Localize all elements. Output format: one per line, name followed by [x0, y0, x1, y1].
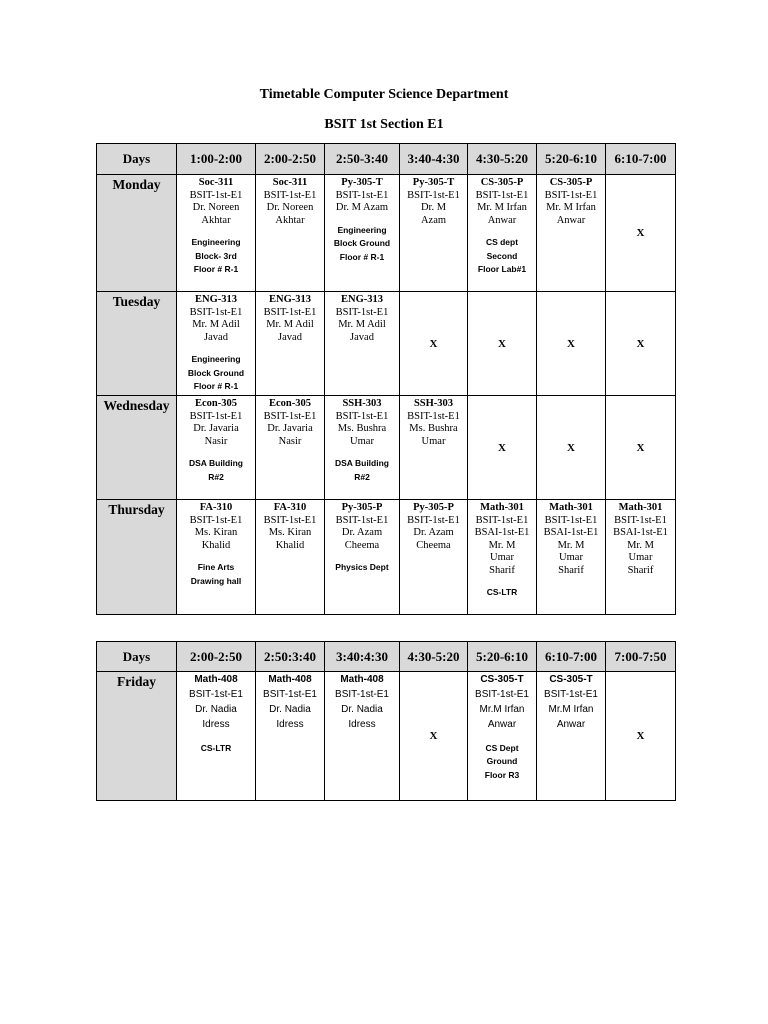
section-and-instructor: BSIT-1st-E1 BSAI-1st-E1 Mr. M Umar Sharif — [613, 514, 668, 576]
course-code: ENG-313 — [341, 294, 383, 305]
section-and-instructor: BSIT-1st-E1 Dr. Nadia Idress — [263, 688, 317, 730]
room-location: Physics Dept — [335, 562, 389, 572]
course-code: Soc-311 — [198, 177, 234, 188]
section-and-instructor: BSIT-1st-E1 Mr. M Irfan Anwar — [475, 189, 529, 226]
class-cell — [256, 292, 325, 396]
day-label: Thursday — [97, 500, 177, 615]
class-cell — [537, 500, 606, 615]
course-code: Py-305-P — [341, 502, 383, 513]
class-cell — [400, 396, 468, 500]
section-and-instructor: BSIT-1st-E1 Ms. Kiran Khalid — [189, 514, 243, 551]
course-code: CS-305-T — [549, 674, 593, 685]
course-code: Econ-305 — [195, 398, 237, 409]
course-code: CS-305-T — [480, 674, 524, 685]
time-slot-header: 4:30-5:20 — [468, 144, 537, 175]
days-header: Days — [97, 144, 177, 175]
room-location: DSA Building R#2 — [335, 458, 389, 482]
course-code: SSH-303 — [413, 398, 454, 409]
class-cell — [400, 500, 468, 615]
time-slot-header: 2:50-3:40 — [325, 144, 400, 175]
class-cell — [325, 672, 400, 801]
room-location: Fine Arts Drawing hall — [190, 562, 242, 586]
section-and-instructor: BSIT-1st-E1 Dr. M Azam — [407, 189, 460, 226]
section-and-instructor: BSIT-1st-E1 Dr. Javaria Nasir — [263, 410, 317, 447]
days-header: Days — [97, 642, 177, 672]
section-and-instructor: BSIT-1st-E1 BSAI-1st-E1 Mr. M Umar Sharif — [474, 514, 530, 576]
day-row-tuesday — [97, 292, 676, 396]
time-slot-header: 6:10-7:00 — [606, 144, 676, 175]
class-cell — [256, 175, 325, 292]
section-and-instructor: BSIT-1st-E1 Dr. Nadia Idress — [189, 688, 243, 730]
section-and-instructor: BSIT-1st-E1 Mr. M Irfan Anwar — [544, 189, 598, 226]
class-cell — [325, 292, 400, 396]
class-cell — [177, 292, 256, 396]
course-code: Math-301 — [549, 502, 593, 513]
empty-slot-mark: X — [400, 292, 468, 396]
class-cell — [468, 672, 537, 801]
class-cell — [468, 500, 537, 615]
course-code: Math-408 — [340, 674, 384, 685]
course-code: Soc-311 — [272, 177, 308, 188]
class-cell — [256, 672, 325, 801]
class-cell — [400, 175, 468, 292]
page-title: Timetable Computer Science Department — [259, 87, 509, 102]
class-cell — [325, 500, 400, 615]
section-and-instructor: BSIT-1st-E1 Dr. Nadia Idress — [335, 688, 389, 730]
empty-slot-mark: X — [606, 396, 676, 500]
day-row-friday — [97, 672, 676, 801]
room-location: Engineering Block- 3rd Floor # R-1 — [191, 237, 241, 274]
time-slot-header: 2:00-2:50 — [177, 642, 256, 672]
course-code: FA-310 — [199, 502, 233, 513]
time-slot-header: 4:30-5:20 — [400, 642, 468, 672]
empty-slot-mark: X — [537, 292, 606, 396]
room-location: CS-LTR — [200, 742, 232, 753]
class-cell — [468, 175, 537, 292]
empty-slot-mark: X — [606, 292, 676, 396]
time-slot-header: 3:40-4:30 — [400, 144, 468, 175]
course-code: FA-310 — [273, 502, 307, 513]
day-row-thursday — [97, 500, 676, 615]
header-row — [97, 642, 676, 672]
header-row — [97, 144, 676, 175]
class-cell — [537, 175, 606, 292]
section-and-instructor: BSIT-1st-E1 Mr. M Adil Javad — [335, 306, 389, 343]
section-and-instructor: BSIT-1st-E1 Dr. M Azam — [335, 189, 389, 213]
timetable-weekdays — [96, 143, 676, 615]
room-location: CS-LTR — [486, 587, 518, 597]
time-slot-header: 6:10-7:00 — [537, 642, 606, 672]
day-row-monday — [97, 175, 676, 292]
time-slot-header: 3:40:4:30 — [325, 642, 400, 672]
time-slot-header: 7:00-7:50 — [606, 642, 676, 672]
course-code: Py-305-T — [412, 177, 455, 188]
class-cell — [177, 672, 256, 801]
empty-slot-mark: X — [468, 396, 537, 500]
empty-slot-mark: X — [606, 672, 676, 801]
section-and-instructor: BSIT-1st-E1 Dr. Azam Cheema — [335, 514, 389, 551]
class-cell — [177, 500, 256, 615]
empty-slot-mark: X — [537, 396, 606, 500]
room-location: Engineering Block Ground Floor # R-1 — [333, 224, 391, 262]
course-code: CS-305-P — [480, 177, 524, 188]
course-code: Math-408 — [194, 674, 238, 685]
course-code: CS-305-P — [549, 177, 593, 188]
day-label: Tuesday — [97, 292, 177, 396]
room-location: CS dept Second Floor Lab#1 — [477, 237, 527, 274]
course-code: ENG-313 — [269, 294, 311, 305]
class-cell — [606, 500, 676, 615]
class-cell — [537, 672, 606, 801]
empty-slot-mark: X — [606, 175, 676, 292]
section-and-instructor: BSIT-1st-E1 Ms. Bushra Umar — [335, 410, 389, 447]
course-code: Math-301 — [480, 502, 524, 513]
course-code: Math-301 — [618, 502, 663, 513]
time-slot-header: 5:20-6:10 — [537, 144, 606, 175]
time-slot-header: 5:20-6:10 — [468, 642, 537, 672]
section-and-instructor: BSIT-1st-E1 Dr. Noreen Akhtar — [189, 189, 243, 226]
course-code: Econ-305 — [269, 398, 311, 409]
section-and-instructor: BSIT-1st-E1 Mr.M Irfan Anwar — [475, 688, 529, 730]
section-and-instructor: BSIT-1st-E1 Dr. Javaria Nasir — [189, 410, 243, 447]
class-cell — [325, 396, 400, 500]
class-cell — [256, 396, 325, 500]
day-label: Wednesday — [97, 396, 177, 500]
section-and-instructor: BSIT-1st-E1 Ms. Bushra Umar — [407, 410, 460, 447]
empty-slot-mark: X — [400, 672, 468, 801]
section-and-instructor: BSIT-1st-E1 Ms. Kiran Khalid — [263, 514, 317, 551]
timetable-friday — [96, 641, 676, 801]
room-location: Engineering Block Ground Floor # R-1 — [187, 354, 245, 391]
class-cell — [256, 500, 325, 615]
time-slot-header: 1:00-2:00 — [177, 144, 256, 175]
course-code: ENG-313 — [195, 294, 237, 305]
course-code: Py-305-T — [341, 177, 383, 188]
class-cell — [177, 396, 256, 500]
section-and-instructor: BSIT-1st-E1 Dr. Azam Cheema — [407, 514, 460, 551]
section-and-instructor: BSIT-1st-E1 BSAI-1st-E1 Mr. M Umar Sharif — [543, 514, 599, 576]
section-and-instructor: BSIT-1st-E1 Dr. Noreen Akhtar — [263, 189, 317, 226]
section-and-instructor: BSIT-1st-E1 Mr. M Adil Javad — [189, 306, 243, 343]
course-code: Py-305-P — [413, 502, 454, 513]
class-cell — [177, 175, 256, 292]
empty-slot-mark: X — [468, 292, 537, 396]
time-slot-header: 2:00-2:50 — [256, 144, 325, 175]
page-subtitle: BSIT 1st Section E1 — [324, 117, 444, 132]
room-location: DSA Building R#2 — [189, 458, 243, 482]
course-code: SSH-303 — [342, 398, 382, 409]
section-and-instructor: BSIT-1st-E1 Mr. M Adil Javad — [263, 306, 317, 343]
room-location: CS Dept Ground Floor R3 — [484, 742, 520, 780]
day-label: Friday — [97, 672, 177, 801]
section-and-instructor: BSIT-1st-E1 Mr.M Irfan Anwar — [544, 688, 598, 730]
time-slot-header: 2:50:3:40 — [256, 642, 325, 672]
day-label: Monday — [97, 175, 177, 292]
course-code: Math-408 — [268, 674, 312, 685]
class-cell — [325, 175, 400, 292]
day-row-wednesday — [97, 396, 676, 500]
